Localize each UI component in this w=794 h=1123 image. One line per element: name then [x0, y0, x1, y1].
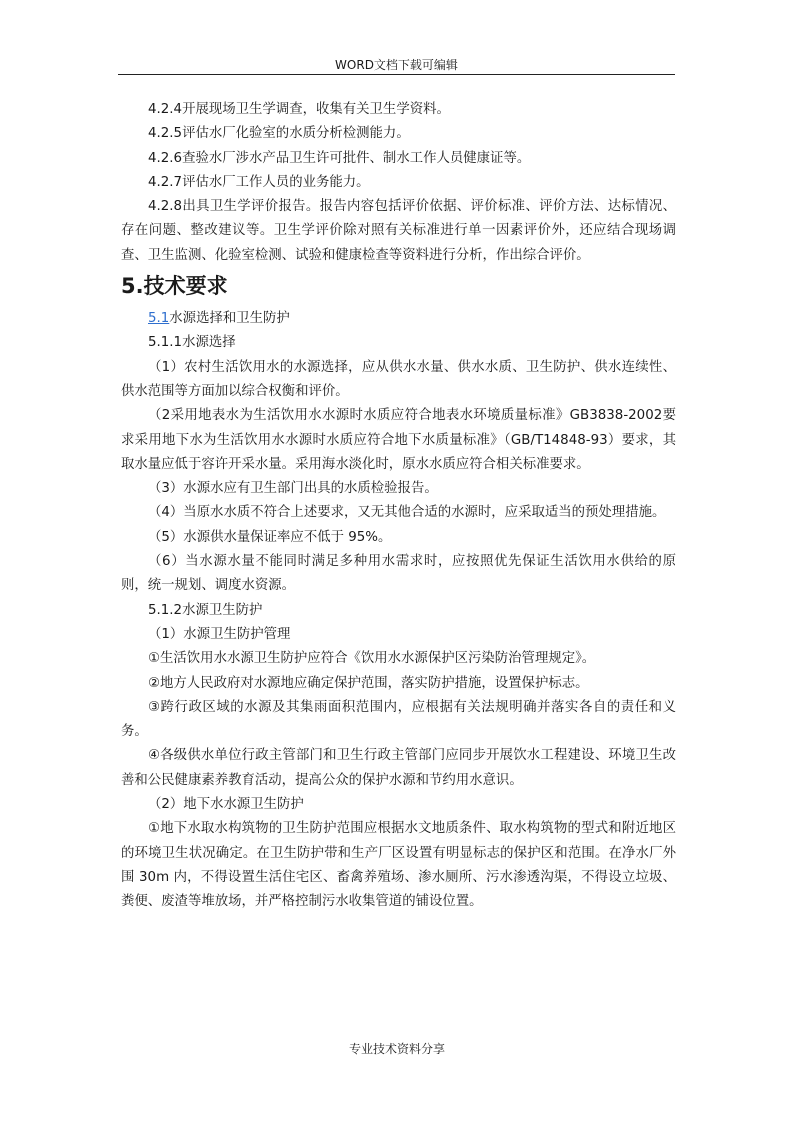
- paragraph-groundwater-protection: （2）地下水水源卫生防护: [148, 797, 304, 813]
- document-body: [121, 98, 676, 915]
- paragraph-circled-1: ①生活饮用水水源卫生防护应符合《饮用水水源保护区污染防治管理规定》。: [148, 651, 596, 667]
- subsection-heading-5-1: [121, 307, 676, 331]
- paragraph-item-6: （6）当水源水量不能同时满足多种用水需求时，应按照优先保证生活饮用水供给的原则，统一规划、调度水资源。: [121, 554, 676, 594]
- paragraph-circled-4: ④各级供水单位行政主管部门和卫生行政主管部门应同步开展饮水工程建设、环境卫生改善和公民健康素养教育活动，提高公众的保护水源和节约用水意识。: [121, 748, 676, 788]
- page-footer: 专业技术资料分享: [348, 1042, 445, 1056]
- paragraph-circled-2: ②地方人民政府对水源地应确定保护范围，落实防护措施，设置保护标志。: [148, 675, 589, 691]
- paragraph-circled-3: ③跨行政区域的水源及其集雨面积范围内，应根据有关法规明确并落实各自的责任和义务。: [121, 699, 676, 740]
- paragraph-item-1: （1）农村生活饮用水的水源选择，应从供水水量、供水水质、卫生防护、供水连续性、供水范围等方面加以综合权衡和评价。: [121, 359, 676, 399]
- paragraph-4-2-5: 4.2.5评估水厂化验室的水质分析检测能力。: [148, 126, 410, 142]
- paragraph-item-3: （3）水源水应有卫生部门出具的水质检验报告。: [148, 481, 438, 497]
- subsection-heading-5-1-1: 5.1.1水源选择: [148, 335, 236, 351]
- paragraph-4-2-8: 4.2.8出具卫生学评价报告。报告内容包括评价依据、评价标准、评价方法、达标情况、存在问题、整改建议等。卫生学评价除对照有关标准进行单一因素评价外，还应结合现场调查、卫生监测、化验室检测、试验和健康检查等资料进行分析，作出综合评价。: [121, 199, 676, 263]
- subsection-title-5-1: 水源选择和卫生防护: [169, 311, 290, 327]
- paragraph-item-5: （5）水源供水量保证率应不低于 95%。: [148, 529, 392, 545]
- paragraph-4-2-7: 4.2.7评估水厂工作人员的业务能力。: [148, 174, 370, 190]
- paragraph-protection-management: （1）水源卫生防护管理: [148, 626, 291, 642]
- page-header: WORD文档下载可编辑: [335, 58, 458, 72]
- paragraph-4-2-6: 4.2.6查验水厂涉水产品卫生许可批件、制水工作人员健康证等。: [148, 150, 531, 166]
- paragraph-item-4: （4）当原水水质不符合上述要求，又无其他合适的水源时，应采取适当的预处理措施。: [148, 505, 666, 521]
- paragraph-4-2-4: 4.2.4开展现场卫生学调查，收集有关卫生学资料。: [148, 102, 450, 117]
- subsection-heading-5-1-2: 5.1.2水源卫生防护: [148, 602, 263, 618]
- paragraph-item-2: （2采用地表水为生活饮用水水源时水质应符合地表水环境质量标准》GB3838-2002要求采用地下水为生活饮用水水源时水质应符合地下水质量标准》（GB/T14848-93）要求，其取水量应低于容许开采水量。采用海水淡化时，原水水质应符合相关标准要求。: [121, 408, 676, 472]
- paragraph-groundwater-circled-1: ①地下水取水构筑物的卫生防护范围应根据水文地质条件、取水构筑物的型式和附近地区的环境卫生状况确定。在卫生防护带和生产厂区设置有明显标志的保护区和范围。在净水厂外围 30m 内，不得设置生活住宅区、畜禽养殖场、渗水厕所、污水渗透沟渠，不得设立垃圾、粪便、废渣等堆放场，并严格控制污水收集管道的铺设位置。: [121, 821, 676, 910]
- section-heading-5: 5.技术要求: [121, 274, 228, 299]
- section-link-5-1[interactable]: 5.1: [148, 311, 170, 327]
- header-divider: [118, 74, 675, 75]
